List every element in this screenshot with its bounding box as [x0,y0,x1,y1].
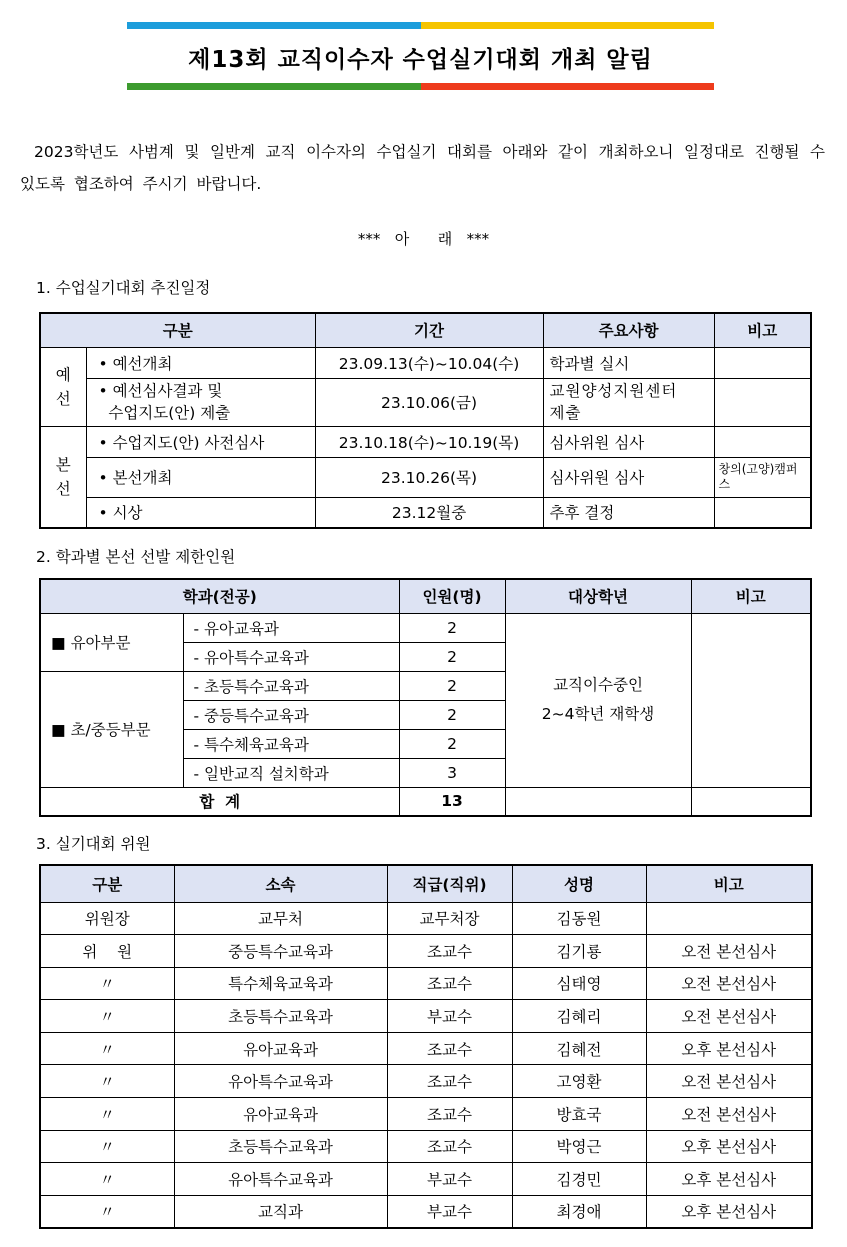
title-bar-bottom-red [421,83,714,90]
committee-row [40,1163,812,1196]
member-note: 오전 본선심사 [646,967,812,1000]
schedule-item: • 수업지도(안) 사전심사 [86,426,315,457]
member-note: 오후 본선심사 [646,1032,812,1065]
section3-heading: 3. 실기대회 위원 [36,835,151,853]
count-cell: 3 [399,758,505,787]
member-rank: 조교수 [387,967,512,1000]
committee-row [40,935,812,968]
count-cell: 2 [399,729,505,758]
schedule-item: • 예선개최 [86,347,315,378]
committee-table [39,864,813,1229]
member-name: 김기룡 [512,935,646,968]
member-note: 오후 본선심사 [646,1163,812,1196]
header-target: 대상학년 [505,579,691,613]
member-name: 방효국 [512,1098,646,1131]
header-dept: 학과(전공) [40,579,399,613]
title-bar-top-blue [127,22,421,29]
member-affiliation: 유아특수교육과 [174,1065,387,1098]
member-role: 위원장 [40,902,174,935]
schedule-main: 심사위원 심사 [543,426,714,457]
member-rank: 조교수 [387,1065,512,1098]
committee-row [40,1000,812,1033]
schedule-item: • 시상 [86,497,315,528]
title-bar-bottom-green [127,83,421,90]
committee-row [40,1098,812,1131]
member-role: 위 원 [40,935,174,968]
member-name: 최경애 [512,1195,646,1228]
member-affiliation: 교무처 [174,902,387,935]
schedule-main: 추후 결정 [543,497,714,528]
member-name: 박영근 [512,1130,646,1163]
dept-cell: - 특수체육교육과 [183,729,399,758]
member-note: 오전 본선심사 [646,1065,812,1098]
member-note: 오전 본선심사 [646,1098,812,1131]
quota-table [39,578,812,817]
dept-cell: - 유아교육과 [183,613,399,642]
member-affiliation: 초등특수교육과 [174,1130,387,1163]
count-cell: 2 [399,613,505,642]
member-role: 〃 [40,967,174,1000]
member-name: 김혜전 [512,1032,646,1065]
member-affiliation: 중등특수교육과 [174,935,387,968]
note-cell [691,613,811,787]
member-note [646,902,812,935]
member-rank: 교무처장 [387,902,512,935]
group-prelim: 예 선 [40,347,86,426]
member-affiliation: 유아특수교육과 [174,1163,387,1196]
member-role: 〃 [40,1195,174,1228]
notice-line: *** 아 래 *** [357,230,490,248]
member-rank: 조교수 [387,1098,512,1131]
member-name: 고영환 [512,1065,646,1098]
committee-row [40,1032,812,1065]
intro-paragraph: 2023학년도 사범계 및 일반계 교직 이수자의 수업실기 대회를 아래와 같이 개최하오니 일정대로 진행될 수 있도록 협조하여 주시기 바랍니다. [20,143,825,193]
schedule-note [714,497,811,528]
schedule-period: 23.10.18(수)~10.19(목) [315,426,543,457]
member-affiliation: 유아교육과 [174,1098,387,1131]
member-name: 김동원 [512,902,646,935]
member-affiliation: 특수체육교육과 [174,967,387,1000]
header-note: 비고 [714,313,811,347]
group-early-childhood: ■ 유아부문 [40,613,183,671]
member-rank: 조교수 [387,935,512,968]
dept-cell: - 중등특수교육과 [183,700,399,729]
member-affiliation: 유아교육과 [174,1032,387,1065]
member-note: 오후 본선심사 [646,1195,812,1228]
schedule-main: 학과별 실시 [543,347,714,378]
committee-row [40,902,812,935]
member-note: 오전 본선심사 [646,935,812,968]
schedule-note: 창의(고양)캠퍼스 [714,457,811,497]
member-note: 오전 본선심사 [646,1000,812,1033]
section1-heading: 1. 수업실기대회 추진일정 [36,279,211,297]
count-cell: 2 [399,671,505,700]
member-name: 김경민 [512,1163,646,1196]
header-role: 구분 [40,865,174,902]
header-name: 성명 [512,865,646,902]
group-final: 본 선 [40,426,86,528]
member-note: 오후 본선심사 [646,1130,812,1163]
header-count: 인원(명) [399,579,505,613]
schedule-period: 23.12월중 [315,497,543,528]
schedule-period: 23.09.13(수)~10.04(수) [315,347,543,378]
member-affiliation: 교직과 [174,1195,387,1228]
target-cell: 교직이수중인 2~4학년 재학생 [505,613,691,787]
member-role: 〃 [40,1163,174,1196]
page-title: 제13회 교직이수자 수업실기대회 개최 알림 [188,47,653,73]
member-role: 〃 [40,1032,174,1065]
header-rank: 직급(직위) [387,865,512,902]
schedule-table [39,312,812,529]
member-role: 〃 [40,1130,174,1163]
member-rank: 부교수 [387,1000,512,1033]
header-note: 비고 [691,579,811,613]
member-name: 심태영 [512,967,646,1000]
header-category: 구분 [40,313,315,347]
dept-cell: - 초등특수교육과 [183,671,399,700]
group-elem-secondary: ■ 초/중등부문 [40,671,183,787]
total-value: 13 [399,787,505,816]
title-bar-top-yellow [421,22,714,29]
schedule-main: 심사위원 심사 [543,457,714,497]
member-role: 〃 [40,1065,174,1098]
schedule-period: 23.10.06(금) [315,378,543,426]
member-affiliation: 초등특수교육과 [174,1000,387,1033]
count-cell: 2 [399,642,505,671]
dept-cell: - 유아특수교육과 [183,642,399,671]
header-note: 비고 [646,865,812,902]
total-label: 합 계 [40,787,399,816]
member-name: 김혜리 [512,1000,646,1033]
header-main: 주요사항 [543,313,714,347]
total-target-empty [505,787,691,816]
schedule-note [714,378,811,426]
committee-row [40,1065,812,1098]
schedule-period: 23.10.26(목) [315,457,543,497]
header-period: 기간 [315,313,543,347]
member-rank: 부교수 [387,1163,512,1196]
count-cell: 2 [399,700,505,729]
header-affiliation: 소속 [174,865,387,902]
schedule-main: 교원양성지원센터 제출 [543,378,714,426]
schedule-note [714,426,811,457]
schedule-item: • 본선개최 [86,457,315,497]
member-role: 〃 [40,1098,174,1131]
dept-cell: - 일반교직 설치학과 [183,758,399,787]
member-rank: 조교수 [387,1032,512,1065]
total-note-empty [691,787,811,816]
committee-row [40,1195,812,1228]
section2-heading: 2. 학과별 본선 선발 제한인원 [36,548,236,566]
schedule-note [714,347,811,378]
member-rank: 부교수 [387,1195,512,1228]
schedule-item: • 예선심사결과 및 수업지도(안) 제출 [86,378,315,426]
member-rank: 조교수 [387,1130,512,1163]
member-role: 〃 [40,1000,174,1033]
committee-row [40,967,812,1000]
committee-row [40,1130,812,1163]
